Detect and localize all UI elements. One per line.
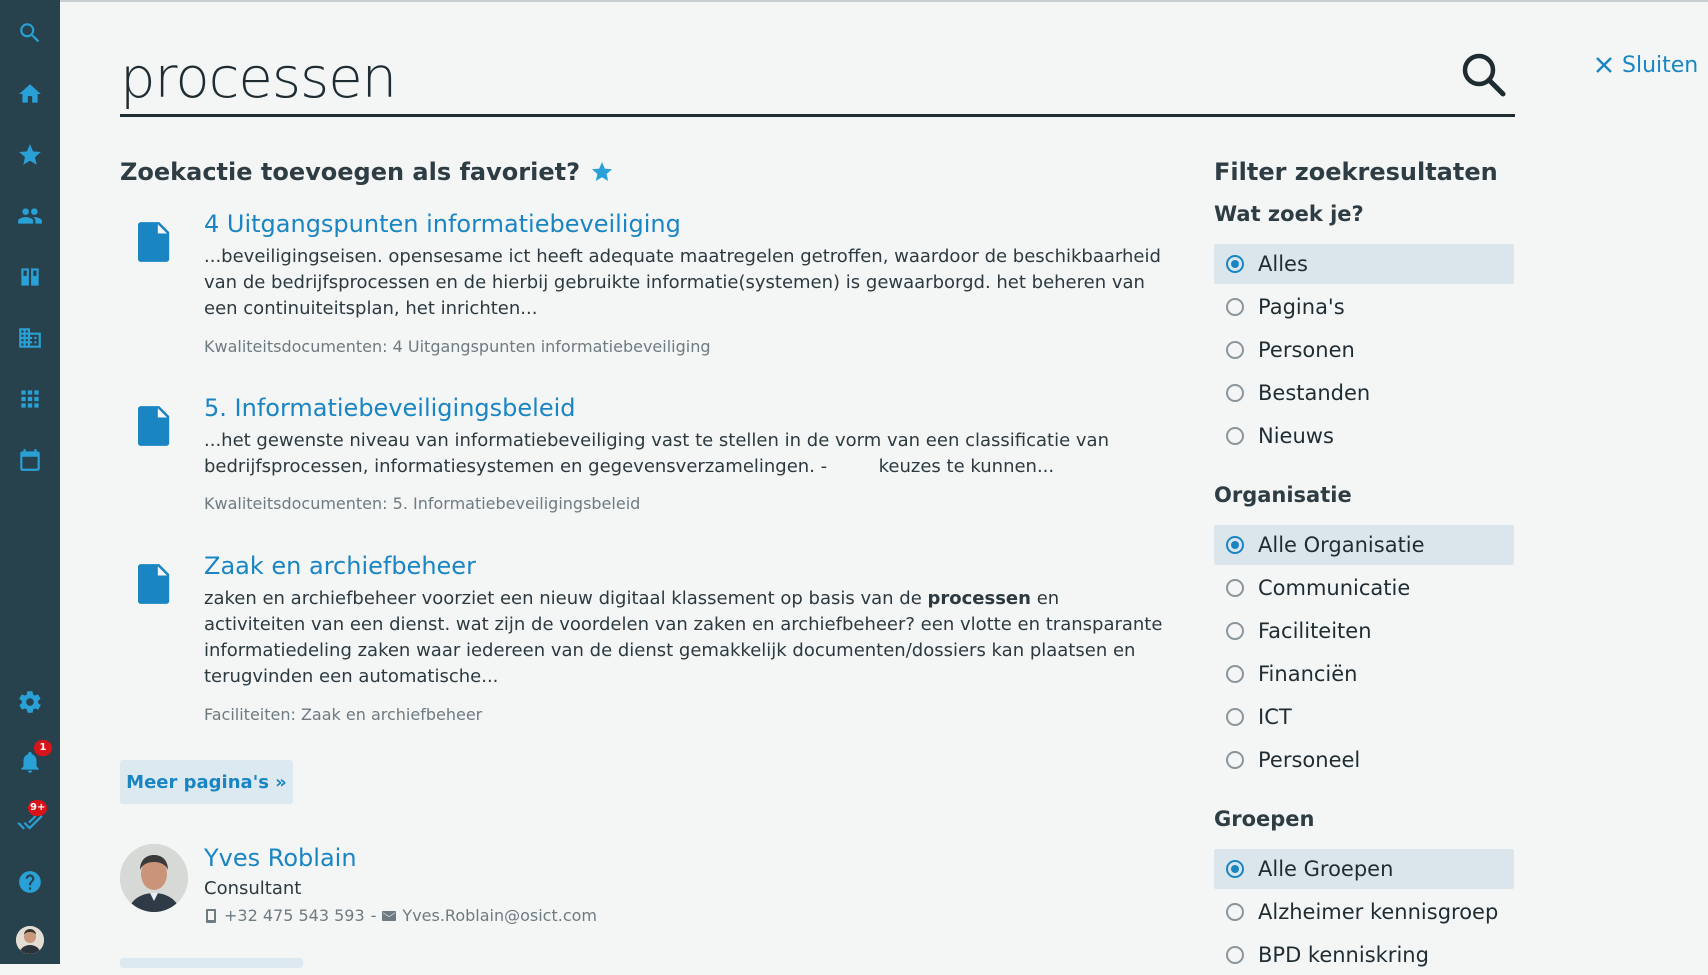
- radio[interactable]: [1226, 298, 1244, 316]
- calendar-icon[interactable]: [0, 438, 60, 482]
- filter-option-label: Personeel: [1258, 748, 1361, 772]
- snippet-highlight: processen: [927, 588, 1031, 609]
- filter-option-label: Personen: [1258, 338, 1355, 362]
- document-icon: [138, 406, 172, 446]
- filter-option-communicatie[interactable]: [1214, 568, 1514, 608]
- close-icon: [1594, 55, 1614, 75]
- sidebar: [0, 0, 60, 964]
- filter-option-label: BPD kenniskring: [1258, 943, 1429, 967]
- person-contact: [204, 906, 597, 925]
- radio[interactable]: [1226, 427, 1244, 445]
- result-snippet: ...het gewenste niveau van informatiebeveiliging vast te stellen in de vorm van een classificatie van bedrijfsprocessen, informatiesystemen en gegevensverzamelingen. - keuzes te kunnen...: [204, 430, 1115, 477]
- filter-option-alle-organisatie[interactable]: [1214, 525, 1514, 565]
- top-border: [0, 0, 1708, 2]
- apps-grid-icon[interactable]: [0, 377, 60, 421]
- filter-group-title: Groepen: [1214, 807, 1315, 831]
- radio[interactable]: [1226, 622, 1244, 640]
- user-avatar[interactable]: [16, 926, 44, 954]
- close-label: Sluiten: [1622, 52, 1699, 78]
- tasks-badge: 9+: [28, 800, 47, 816]
- tasks-check-icon[interactable]: [0, 800, 60, 844]
- radio[interactable]: [1226, 384, 1244, 402]
- filter-heading: Filter zoekresultaten: [1214, 158, 1498, 186]
- document-icon: [138, 564, 172, 604]
- filter-option-label: Alle Organisatie: [1258, 533, 1425, 557]
- bell-icon[interactable]: [0, 740, 60, 784]
- more-persons-button[interactable]: [120, 958, 303, 968]
- favorite-star-icon[interactable]: [590, 160, 614, 184]
- result-title-link[interactable]: 4 Uitgangspunten informatiebeveiliging: [204, 210, 681, 238]
- filter-option-label: Faciliteiten: [1258, 619, 1372, 643]
- person-result: [120, 844, 820, 924]
- person-email-link[interactable]: Yves.Roblain@osict.com: [402, 906, 598, 925]
- help-icon[interactable]: [0, 860, 60, 904]
- result-source: Kwaliteitsdocumenten: 5. Informatiebeveiligingsbeleid: [204, 494, 641, 513]
- filter-option-personeel[interactable]: [1214, 740, 1514, 780]
- filter-option-label: Financiën: [1258, 662, 1358, 686]
- result-snippet: ...beveiligingseisen. opensesame ict heeft adequate maatregelen getroffen, waardoor de beschikbaarheid van de bedrijfsprocessen en de hierbij gebruikte informatie(systemen) is gewaarborgd. het beheren van een continuiteitsplan, het inrichten...: [204, 246, 1161, 319]
- search-result: [120, 210, 1160, 360]
- result-title-link[interactable]: Zaak en archiefbeheer: [204, 552, 476, 580]
- document-icon: [138, 222, 172, 262]
- radio-selected[interactable]: [1226, 860, 1244, 878]
- result-title-link[interactable]: 5. Informatiebeveiligingsbeleid: [204, 394, 576, 422]
- settings-icon[interactable]: [0, 680, 60, 724]
- filter-option-bpd-kenniskring[interactable]: [1214, 935, 1514, 975]
- close-button[interactable]: [1594, 50, 1698, 80]
- search-submit-icon[interactable]: [1459, 50, 1509, 100]
- search-result: [120, 394, 1160, 524]
- filter-group-title: Organisatie: [1214, 483, 1352, 507]
- person-name-link[interactable]: Yves Roblain: [204, 844, 357, 872]
- book-icon[interactable]: [0, 255, 60, 299]
- notification-badge: 1: [34, 740, 52, 756]
- search-input[interactable]: [120, 46, 1420, 110]
- filter-option-label: Communicatie: [1258, 576, 1411, 600]
- result-snippet: [204, 586, 1164, 690]
- filter-option-bestanden[interactable]: [1214, 373, 1514, 413]
- radio[interactable]: [1226, 751, 1244, 769]
- filter-option-label: Nieuws: [1258, 424, 1334, 448]
- favorite-heading-text: Zoekactie toevoegen als favoriet?: [120, 158, 580, 186]
- radio[interactable]: [1226, 341, 1244, 359]
- filter-option-personen[interactable]: [1214, 330, 1514, 370]
- radio[interactable]: [1226, 665, 1244, 683]
- home-icon[interactable]: [0, 72, 60, 116]
- snippet-text: zaken en archiefbeheer voorziet een nieuw digitaal klassement op basis van de: [204, 588, 928, 609]
- search-result: [120, 552, 1163, 732]
- building-icon[interactable]: [0, 316, 60, 360]
- snippet-text: en activiteiten van een dienst. wat zijn de voordelen van zaken en archiefbeheer? een vlotte en transparante informatiedeling zaken waar iedereen van de dienst gemakkelijk documenten/dossiers kan plaatsen en terugvinden een automatische...: [204, 588, 1163, 687]
- filter-option-label: ICT: [1258, 705, 1292, 729]
- more-pages-button[interactable]: Meer pagina's »: [120, 760, 293, 804]
- filter-option-label: Alle Groepen: [1258, 857, 1394, 881]
- result-source: Faciliteiten: Zaak en archiefbeheer: [204, 705, 483, 724]
- radio[interactable]: [1226, 903, 1244, 921]
- search-icon[interactable]: [0, 11, 60, 55]
- email-icon: [382, 909, 396, 923]
- radio[interactable]: [1226, 579, 1244, 597]
- filter-option-label: Pagina's: [1258, 295, 1345, 319]
- contact-separator: -: [370, 906, 377, 925]
- filter-option-financien[interactable]: [1214, 654, 1514, 694]
- filter-option-paginas[interactable]: [1214, 287, 1514, 327]
- result-source: Kwaliteitsdocumenten: 4 Uitgangspunten informatiebeveiliging: [204, 337, 711, 356]
- radio-selected[interactable]: [1226, 536, 1244, 554]
- phone-icon: [204, 909, 218, 923]
- search-bar: [120, 38, 1515, 117]
- person-avatar[interactable]: [120, 844, 188, 912]
- filter-option-alle-groepen[interactable]: [1214, 849, 1514, 889]
- filter-option-nieuws[interactable]: [1214, 416, 1514, 456]
- filter-option-label: Alzheimer kennisgroep: [1258, 900, 1499, 924]
- person-phone[interactable]: +32 475 543 593: [224, 906, 365, 925]
- person-role: Consultant: [204, 878, 302, 899]
- favorite-search-heading: [120, 158, 614, 186]
- radio[interactable]: [1226, 946, 1244, 964]
- filter-group-title: Wat zoek je?: [1214, 202, 1364, 226]
- filter-option-ict[interactable]: [1214, 697, 1514, 737]
- star-icon[interactable]: [0, 133, 60, 177]
- filter-option-alles[interactable]: [1214, 244, 1514, 284]
- people-icon[interactable]: [0, 194, 60, 238]
- filter-option-label: Alles: [1258, 252, 1308, 276]
- filter-option-label: Bestanden: [1258, 381, 1371, 405]
- radio[interactable]: [1226, 708, 1244, 726]
- filter-option-alzheimer-kennisgroep[interactable]: [1214, 892, 1514, 932]
- filter-option-faciliteiten[interactable]: [1214, 611, 1514, 651]
- radio-selected[interactable]: [1226, 255, 1244, 273]
